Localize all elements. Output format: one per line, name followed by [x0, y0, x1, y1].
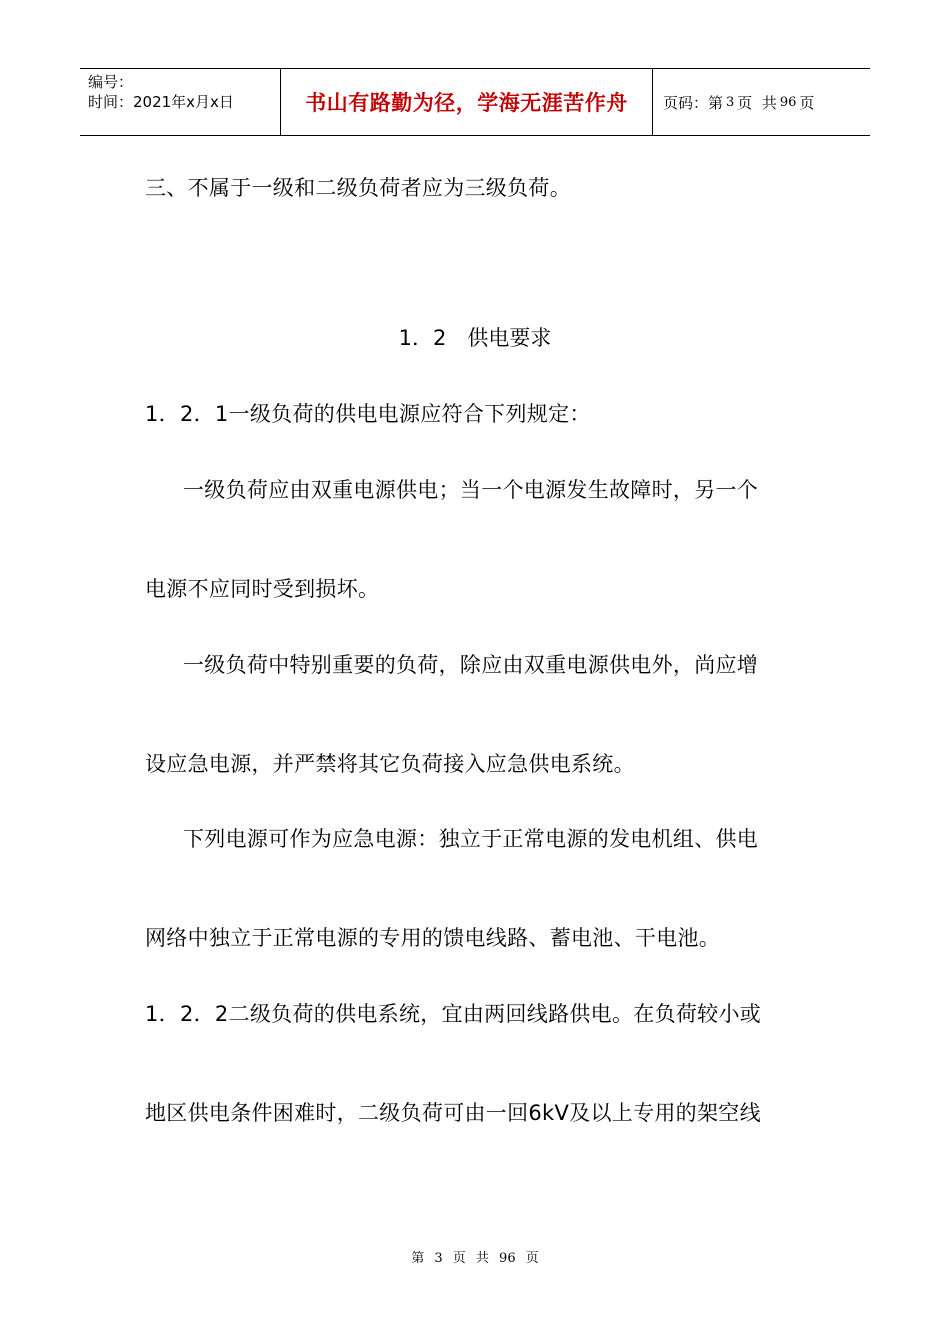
- page-prefix: 页码：第: [663, 93, 724, 112]
- page-header: [80, 68, 870, 136]
- page-suffix: 页: [799, 93, 815, 112]
- paragraph-dual-source-line2: 电源不应同时受到损坏。: [145, 577, 380, 601]
- time-label: 时间：2021年x月x日: [88, 93, 234, 111]
- section-heading: 1．2 供电要求: [398, 326, 552, 350]
- header-meta-cell: [80, 69, 281, 135]
- page-middle: 页 共: [737, 93, 777, 112]
- paragraph-emergency-line1: 一级负荷中特别重要的负荷，除应由双重电源供电外，尚应增: [183, 653, 759, 677]
- paragraph-third-class-load: 三、不属于一级和二级负荷者应为三级负荷。: [145, 176, 571, 200]
- clause-1-2-2-line1: 1．2．2二级负荷的供电系统，宜由两回线路供电。在负荷较小或: [145, 1002, 762, 1026]
- paragraph-dual-source-line1: 一级负荷应由双重电源供电；当一个电源发生故障时，另一个: [183, 478, 759, 502]
- paragraph-emergency-sources-line1: 下列电源可作为应急电源：独立于正常电源的发电机组、供电: [183, 827, 759, 851]
- code-label: 编号：: [88, 73, 134, 91]
- page-current: 3: [726, 94, 735, 110]
- paragraph-emergency-line2: 设应急电源，并严禁将其它负荷接入应急供电系统。: [145, 752, 635, 776]
- header-page-info: [653, 69, 870, 135]
- page-total: 96: [779, 94, 797, 110]
- header-motto: 书山有路勤为径，学海无涯苦作舟: [281, 69, 653, 135]
- paragraph-emergency-sources-line2: 网络中独立于正常电源的专用的馈电线路、蓄电池、干电池。: [145, 926, 721, 950]
- page-footer: 第 3 页 共 96 页: [411, 1251, 539, 1266]
- clause-1-2-2-line2: 地区供电条件困难时，二级负荷可由一回6kV及以上专用的架空线: [145, 1101, 761, 1125]
- clause-1-2-1: 1．2．1一级负荷的供电电源应符合下列规定：: [145, 402, 591, 426]
